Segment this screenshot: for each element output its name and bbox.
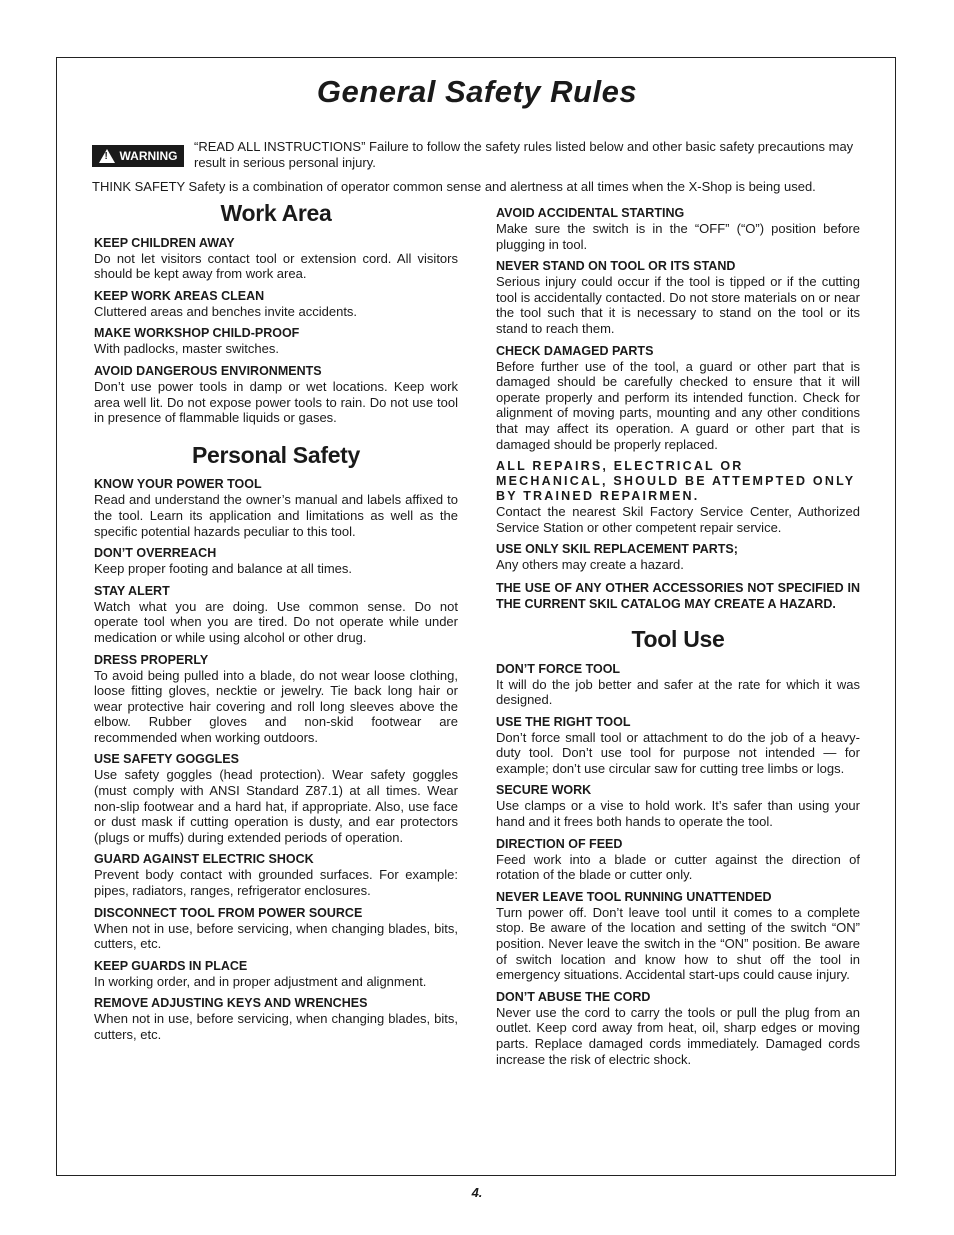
- rule-title: AVOID DANGEROUS ENVIRONMENTS: [94, 363, 322, 378]
- rule-title: KNOW YOUR POWER TOOL: [94, 477, 262, 492]
- rule-item: [496, 459, 860, 535]
- rule-item: [94, 289, 458, 320]
- rule-title: DISCONNECT TOOL FROM POWER SOURCE: [94, 905, 363, 920]
- right-column: [496, 206, 860, 1074]
- warning-text: “READ ALL INSTRUCTIONS” Failure to follow the safety rules listed below and other basic safety precautions may result in serious personal injury.: [194, 139, 854, 170]
- rule-text: Do not let visitors contact tool or extension cord. All visitors should be kept away from work area.: [94, 250, 458, 282]
- rule-item: [94, 477, 458, 539]
- rule-item: [94, 959, 458, 990]
- rule-item: [496, 837, 860, 883]
- rule-text: Don’t force small tool or attachment to do the job of a heavy-duty tool. Don’t use tool for purpose not intended — for example; don’t use circular saw for cutting tree limbs or logs.: [496, 729, 860, 776]
- think-safety-text: THINK SAFETY Safety is a combination of operator common sense and alertness at all times when the X-Shop is being used.: [92, 179, 816, 194]
- rule-title: MAKE WORKSHOP CHILD-PROOF: [94, 326, 300, 341]
- rule-title: DON’T OVERREACH: [94, 546, 217, 561]
- warning-badge: [92, 145, 184, 167]
- rule-item: [496, 344, 860, 453]
- rule-item: [94, 326, 458, 357]
- rule-title: KEEP CHILDREN AWAY: [94, 235, 235, 250]
- rule-title: KEEP WORK AREAS CLEAN: [94, 288, 265, 303]
- rule-title: DON’T FORCE TOOL: [496, 661, 621, 676]
- rule-text: When not in use, before servicing, when changing blades, bits, cutters, etc.: [94, 1011, 458, 1042]
- rule-text: Make sure the switch is in the “OFF” (“O”) position before plugging in tool.: [496, 221, 860, 252]
- rule-text: Feed work into a blade or cutter against the direction of rotation of the blade or cutter only.: [496, 851, 860, 883]
- rule-item: [496, 715, 860, 777]
- page-title: General Safety Rules: [316, 74, 638, 109]
- rule-title: NEVER LEAVE TOOL RUNNING UNATTENDED: [496, 889, 772, 904]
- rule-title: DIRECTION OF FEED: [496, 836, 623, 851]
- rule-item: [94, 364, 458, 426]
- accessories-note: THE USE OF ANY OTHER ACCESSORIES NOT SPECIFIED IN THE CURRENT SKIL CATALOG MAY CREATE A HAZARD.: [496, 580, 860, 611]
- page-number: 4.: [471, 1185, 483, 1200]
- rule-text: Keep proper footing and balance at all times.: [94, 561, 353, 577]
- rule-item: [94, 236, 458, 282]
- rule-title: DON’T ABUSE THE CORD: [496, 989, 651, 1004]
- rule-text: Watch what you are doing. Use common sense. Do not operate tool when you are tired. Do not operate while under medication or while using alcohol or other drug.: [94, 598, 458, 645]
- rule-item: [94, 546, 458, 577]
- rule-title: DRESS PROPERLY: [94, 652, 209, 667]
- rule-title: USE THE RIGHT TOOL: [496, 714, 631, 729]
- rule-text: Use safety goggles (head protection). Wear safety goggles (must comply with ANSI Standard Z87.1) at all times. Wear non-slip footwear and a hard hat, if appropriate. Also, use face or dust mask if cutting operation is dusty, and ear protectors (plugs or muffs) during extended periods of operation.: [94, 767, 458, 845]
- rule-item: [496, 662, 860, 708]
- rule-text: When not in use, before servicing, when changing blades, bits, cutters, etc.: [94, 920, 458, 952]
- rule-item: [496, 259, 860, 336]
- rule-item: [496, 890, 860, 983]
- rule-title: AVOID ACCIDENTAL STARTING: [496, 206, 685, 220]
- rule-title: USE SAFETY GOGGLES: [94, 752, 239, 767]
- rule-text: Read and understand the owner’s manual and labels affixed to the tool. Learn its application and limitations as well as the specific potential hazards peculiar to this tool.: [94, 492, 458, 539]
- rule-item: [496, 206, 860, 252]
- rule-title: USE ONLY SKIL REPLACEMENT PARTS;: [496, 542, 738, 557]
- rule-item: [496, 542, 860, 573]
- rule-item: [94, 906, 458, 952]
- rule-text: Use clamps or a vise to hold work. It’s safer than using your hand and it frees both hands to operate the tool.: [496, 798, 860, 830]
- rule-text: Any others may create a hazard.: [496, 557, 684, 573]
- section-heading-work-area: Work Area: [220, 200, 332, 226]
- rule-title: STAY ALERT: [94, 583, 170, 598]
- rule-item: [94, 852, 458, 898]
- rule-title: KEEP GUARDS IN PLACE: [94, 958, 248, 973]
- rule-text: Prevent body contact with grounded surfaces. For example: pipes, radiators, ranges, refrigerator enclosures.: [94, 867, 458, 899]
- rule-text: Never use the cord to carry the tools or pull the plug from an outlet. Keep cord away from heat, oil, sharp edges or moving parts. Replace damaged cords immediately. Damaged cords increase the risk of electric shock.: [496, 1004, 860, 1067]
- rule-text: In working order, and in proper adjustment and alignment.: [94, 973, 427, 989]
- repairs-text: Contact the nearest Skil Factory Service Center, Authorized Service Station or other competent repair service.: [496, 504, 860, 535]
- rule-text: It will do the job better and safer at the rate for which it was designed.: [496, 676, 860, 708]
- rule-text: With padlocks, master switches.: [94, 341, 279, 357]
- left-column: [94, 200, 458, 1050]
- rule-item: [94, 752, 458, 845]
- rule-title: SECURE WORK: [496, 783, 592, 798]
- rule-title: REMOVE ADJUSTING KEYS AND WRENCHES: [94, 996, 368, 1011]
- rule-item: [94, 584, 458, 646]
- rule-item: [496, 990, 860, 1067]
- repairs-title: ALL REPAIRS, ELECTRICAL OR MECHANICAL, SHOULD BE ATTEMPTED ONLY BY TRAINED REPAIRMEN.: [496, 459, 856, 504]
- warning-triangle-icon: !: [99, 149, 115, 163]
- rule-text: Serious injury could occur if the tool is tipped or if the cutting tool is accidentally contacted. Do not store materials on or near the tool such that it is necessary to stand on the tool or its stand to reach them.: [496, 274, 860, 336]
- rule-text: Cluttered areas and benches invite accidents.: [94, 303, 358, 319]
- rule-title: NEVER STAND ON TOOL OR ITS STAND: [496, 259, 736, 274]
- warning-badge-label: WARNING: [119, 149, 178, 163]
- rule-title: GUARD AGAINST ELECTRIC SHOCK: [94, 852, 314, 867]
- rule-text: Turn power off. Don’t leave tool until it comes to a complete stop. Be aware of the location and setting of the switch “ON” position. Never leave the switch in the “ON” position. Be aware of switch location and know how to shut off the tool in emergency situations. Accidental start-ups could cause injury.: [496, 904, 860, 983]
- section-heading-personal-safety: Personal Safety: [191, 441, 361, 468]
- rule-text: Before further use of the tool, a guard or other part that is damaged should be carefully checked to ensure that it will operate properly and perform its intended function. Check for alignment of moving parts, mounting and any other conditions that may affect its operation. A guard or other part that is damaged should be properly replaced.: [496, 358, 860, 452]
- rule-item: [496, 783, 860, 829]
- section-heading-tool-use: Tool Use: [631, 625, 725, 652]
- rule-text: Don’t use power tools in damp or wet locations. Keep work area well lit. Do not expose power tools to rain. Do not use tool in presence of flammable liquids or gases.: [94, 378, 458, 426]
- rule-item: [94, 653, 458, 746]
- rule-item: [94, 996, 458, 1042]
- rule-title: CHECK DAMAGED PARTS: [496, 343, 654, 358]
- rule-text: To avoid being pulled into a blade, do not wear loose clothing, loose fitting gloves, necktie or jewelry. Tie back long hair or wear protective hair covering and roll long sleeves above the elbow. Rubber gloves and non-skid footwear are recommended when working outdoors.: [94, 667, 458, 745]
